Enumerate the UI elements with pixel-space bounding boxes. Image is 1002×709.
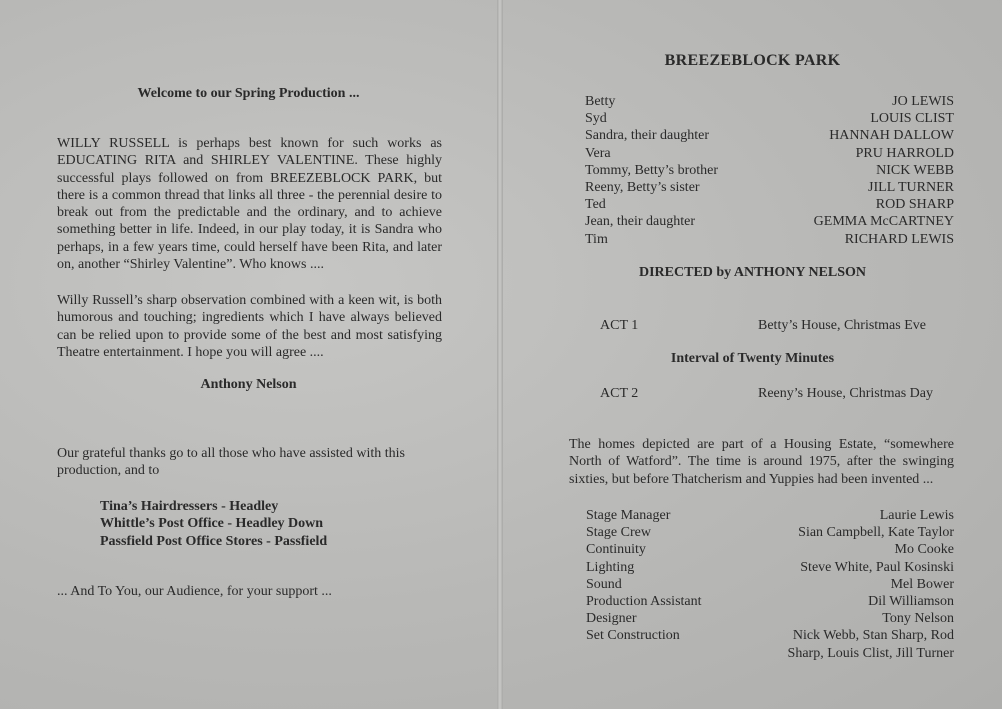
cast-role: Tommy, Betty’s brother: [585, 162, 719, 178]
cast-row: [585, 162, 954, 179]
cast-actor: ROD SHARP: [875, 197, 954, 213]
cast-list: [585, 93, 954, 248]
cast-actor: JO LEWIS: [892, 94, 954, 109]
observation-paragraph: Willy Russell’s sharp observation combined with a keen wit, is both humorous and touching; ingredients which I have always believed can be relied upon to provide some of the best and most satisfying Theatre entertainment. I hope you will agree ....: [57, 293, 442, 360]
intro-paragraph: WILLY RUSSELL is perhaps best known for such works as EDUCATING RITA and SHIRLEY VALENTINE. These highly successful plays followed on from BREEZEBLOCK PARK, but there is a common thread that links all three - the perennial desire to break out from the predictable and the ordinary, and to achieve something better in life. Indeed, in our play today, it is Sandra who perhaps, in a few years time, could herself have been Rita, and later on, another “Shirley Valentine”. Who knows ....: [57, 136, 442, 273]
cast-role: Tim: [585, 231, 608, 247]
setting-note: The homes depicted are part of a Housing Estate, “somewhere North of Watford”. The time is around 1975, after the swinging sixties, but before Thatcherism and Yuppies had been invented ...: [569, 437, 954, 487]
cast-actor: JILL TURNER: [868, 180, 954, 196]
cast-role: Vera: [585, 145, 611, 161]
director-credit: DIRECTED by ANTHONY NELSON: [638, 265, 867, 280]
crew-name: Mo Cooke: [894, 542, 954, 558]
crew-job: Lighting: [586, 559, 635, 575]
act-2: [600, 386, 937, 402]
cast-role: Betty: [585, 94, 616, 109]
cast-role: Syd: [585, 111, 607, 127]
cast-row: [585, 110, 954, 127]
crew-name: Sian Campbell, Kate Taylor: [798, 525, 954, 541]
left-page: [0, 0, 497, 709]
cast-actor: GEMMA McCARTNEY: [813, 214, 954, 230]
crew-row: [586, 507, 954, 524]
crew-row: [586, 541, 954, 558]
sponsor-item: Whittle’s Post Office - Headley Down: [100, 516, 324, 532]
cast-row: [585, 93, 954, 110]
crew-job: Sound: [586, 576, 622, 592]
cast-row: [585, 231, 954, 248]
crew-name: Mel Bower: [890, 576, 954, 592]
play-title: BREEZEBLOCK PARK: [664, 52, 841, 69]
cast-role: Sandra, their daughter: [585, 128, 710, 144]
cast-actor: HANNAH DALLOW: [829, 128, 954, 144]
right-page: [503, 0, 1002, 709]
signoff-name: Anthony Nelson: [200, 377, 297, 392]
act-label: ACT 2: [600, 386, 639, 401]
thanks-paragraph: Our grateful thanks go to all those who have assisted with this production, and to: [57, 446, 405, 479]
cast-actor: RICHARD LEWIS: [844, 231, 954, 247]
cast-actor: PRU HARROLD: [855, 145, 954, 161]
crew-row: [586, 559, 954, 576]
crew-name: Dil Williamson: [868, 594, 954, 610]
welcome-heading: Welcome to our Spring Production ...: [137, 86, 360, 101]
cast-row: [585, 196, 954, 213]
crew-job: Stage Crew: [586, 525, 651, 541]
crew-row: [586, 627, 954, 661]
crew-job: Stage Manager: [586, 508, 671, 523]
crew-job: Continuity: [586, 542, 646, 558]
cast-row: [585, 127, 954, 144]
crew-job: Designer: [586, 611, 637, 627]
act-label: ACT 1: [600, 318, 639, 333]
cast-actor: LOUIS CLIST: [870, 111, 954, 127]
crew-row: [586, 524, 954, 541]
crew-row: [586, 593, 954, 610]
crew-name: Tony Nelson: [882, 611, 954, 627]
crew-list: [586, 507, 954, 662]
sponsor-list: [100, 498, 327, 550]
act-setting: Reeny’s House, Christmas Day: [758, 386, 933, 401]
crew-row: [586, 576, 954, 593]
crew-name: Laurie Lewis: [879, 508, 954, 523]
act-setting: Betty’s House, Christmas Eve: [758, 318, 926, 333]
cast-role: Ted: [585, 197, 606, 213]
crew-job: Production Assistant: [586, 594, 702, 610]
act-1: [600, 318, 937, 334]
cast-row: [585, 145, 954, 162]
cast-row: [585, 213, 954, 230]
interval-note: Interval of Twenty Minutes: [670, 351, 835, 366]
crew-row: [586, 610, 954, 627]
crew-name: Steve White, Paul Kosinski: [800, 559, 954, 575]
crew-job: Set Construction: [586, 628, 680, 644]
sponsor-item: Passfield Post Office Stores - Passfield: [100, 533, 328, 549]
cast-role: Jean, their daughter: [585, 214, 696, 230]
cast-role: Reeny, Betty’s sister: [585, 180, 700, 196]
cast-row: [585, 179, 954, 196]
closing-line: ... And To You, our Audience, for your support ...: [57, 584, 332, 599]
crew-name: Nick Webb, Stan Sharp, Rod Sharp, Louis Clist, Jill Turner: [787, 628, 954, 661]
sponsor-item: Tina’s Hairdressers - Headley: [100, 499, 279, 514]
cast-actor: NICK WEBB: [876, 162, 954, 178]
